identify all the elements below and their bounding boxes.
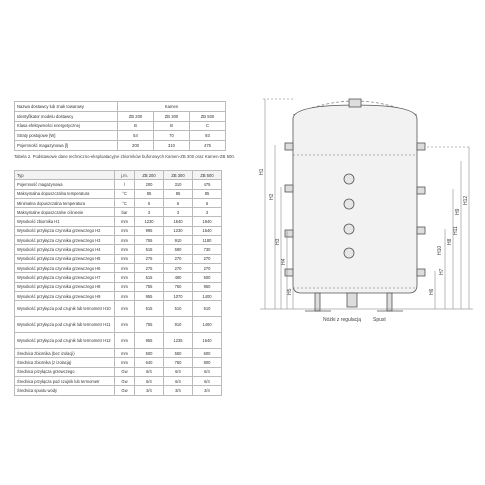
table-cell: Klasa efektywności energetycznej	[15, 121, 118, 131]
table-row	[15, 217, 222, 226]
table-cell: Pojemność magazynowa	[15, 180, 115, 189]
table-cell: 755	[135, 282, 164, 291]
table-row	[15, 180, 222, 189]
table-cell: Wysokość przyłącza czynnika grzewczego H2	[15, 226, 115, 235]
table-cell: mm	[115, 217, 135, 226]
table-cell: 3	[193, 208, 222, 217]
table-row	[15, 226, 222, 235]
table-cell: 1540	[164, 217, 193, 226]
table-cell: Wysokość przyłącza pod czujnik lub termometr H12	[15, 333, 115, 349]
table-row	[15, 317, 222, 333]
table-cell: 955	[135, 291, 164, 300]
table-cell: Wysokość przyłącza czynnika grzewczego H6	[15, 263, 115, 272]
table-cell: 640	[135, 358, 164, 367]
table-row	[15, 131, 226, 141]
table-cell: B	[154, 121, 190, 131]
table-cell: °C	[115, 198, 135, 207]
table-cell: 1235	[164, 333, 193, 349]
table-row	[15, 333, 222, 349]
table-row	[15, 198, 222, 207]
table-cell: 6/4	[164, 367, 193, 376]
table-row	[15, 263, 222, 272]
table-cell: mm	[115, 226, 135, 235]
table-cell: 270	[193, 254, 222, 263]
table-cell: 275	[135, 254, 164, 263]
table-cell: 755	[135, 317, 164, 333]
table-cell: 515	[135, 273, 164, 282]
table-cell: 6/4	[135, 377, 164, 386]
table-cell: 1400	[193, 291, 222, 300]
dim-label-h10: H10	[437, 245, 443, 255]
table-cell: Średnica spustu wody	[15, 386, 115, 395]
table-cell: Gw	[115, 377, 135, 386]
table-cell: Wysokość zbiornika H1	[15, 217, 115, 226]
table-cell: 950	[193, 282, 222, 291]
table-cell: Maksymalne dopuszczalne ciśnienie	[15, 208, 115, 217]
table-cell: Wysokość przyłącza czynnika grzewczego H9	[15, 291, 115, 300]
table-cell: Wysokość przyłącza czynnika grzewczego H7	[15, 273, 115, 282]
table-cell: 500	[193, 273, 222, 282]
table-cell: 310	[154, 141, 190, 151]
table-cell: Średnica zbiornika (z izolacją)	[15, 358, 115, 367]
table-cell: Wysokość przyłącza pod czujnik lub termometr H11	[15, 317, 115, 333]
table1-header-name: Nazwa dostawcy lub znak towarowy	[15, 102, 118, 112]
table-cell: 1070	[164, 291, 193, 300]
table-cell: 500	[135, 349, 164, 358]
dim-label-h11: H11	[453, 226, 459, 235]
table-cell: 550	[164, 349, 193, 358]
table-cell: ZB 300	[154, 111, 190, 121]
table-cell: ZB 500	[190, 111, 226, 121]
table-cell: 200	[118, 141, 154, 151]
table-cell: 270	[193, 263, 222, 272]
table-cell: mm	[115, 236, 135, 245]
tank-technical-drawing	[245, 95, 475, 335]
table-cell: mm	[115, 254, 135, 263]
table-row	[15, 273, 222, 282]
table-caption: Tabela 2. Podstawowe dane techniczno-eksploatacyjne zbiorników buforowych Kamen-ZB 300 oraz Kamen-ZB 500.	[14, 154, 235, 159]
table-cell: mm	[115, 245, 135, 254]
energy-label-table	[14, 101, 226, 151]
table-cell: C	[190, 121, 226, 131]
table-cell: 1640	[193, 226, 222, 235]
table-row	[15, 358, 222, 367]
table-row	[15, 189, 222, 198]
table-cell: 200	[135, 180, 164, 189]
table-cell: 515	[135, 301, 164, 317]
dim-label-h12: H12	[463, 195, 469, 205]
dim-label-h4: H4	[281, 258, 287, 265]
table-cell: B	[118, 121, 154, 131]
table-cell: 3	[164, 208, 193, 217]
table-row	[15, 236, 222, 245]
dim-label-h3: H3	[275, 238, 281, 245]
table-cell: 910	[164, 317, 193, 333]
table-cell: 1230	[135, 217, 164, 226]
table-cell: °C	[115, 189, 135, 198]
table-cell: Gw	[115, 367, 135, 376]
dim-label-h5: H5	[287, 288, 293, 295]
table-row	[15, 121, 226, 131]
table-cell: 70	[154, 131, 190, 141]
dim-label-h2: H2	[269, 193, 275, 200]
table-cell: 515	[135, 245, 164, 254]
table-cell: 800	[193, 358, 222, 367]
table-cell: Wysokość przyłącza czynnika grzewczego H4	[15, 245, 115, 254]
table-cell: ZB 200	[118, 111, 154, 121]
column-header: ZB 300	[164, 171, 193, 180]
table-cell: Gw	[115, 386, 135, 395]
table-cell: 1180	[193, 236, 222, 245]
table-row	[15, 349, 222, 358]
table-cell: Straty postojowe [W]	[15, 131, 118, 141]
table-cell: 490	[164, 273, 193, 282]
dim-label-h9: H9	[455, 208, 461, 215]
table-cell: Wysokość przyłącza czynnika grzewczego H3	[15, 236, 115, 245]
table-cell: 750	[164, 282, 193, 291]
table-cell: 3/4	[135, 386, 164, 395]
table-cell: Wysokość przyłącza pod czujnik lub termometr H10	[15, 301, 115, 317]
table-cell: 3/4	[193, 386, 222, 395]
table-cell: Pojemność magazynowa [l]	[15, 141, 118, 151]
column-header: j.m.	[115, 171, 135, 180]
table-cell: Identyfikator modelu dostawcy	[15, 111, 118, 121]
table-cell: 6	[193, 198, 222, 207]
table-cell: 6	[164, 198, 193, 207]
table-cell: 600	[193, 349, 222, 358]
table-cell: 590	[164, 245, 193, 254]
table-row	[15, 111, 226, 121]
dim-label-h6: H6	[429, 288, 435, 295]
table-cell: 3/4	[164, 386, 193, 395]
table-cell: Maksymalna dopuszczalna temperatura	[15, 189, 115, 198]
table-cell: 6	[135, 198, 164, 207]
table-cell: bar	[115, 208, 135, 217]
table-cell: mm	[115, 263, 135, 272]
column-header: ZB 500	[193, 171, 222, 180]
table-cell: 6/4	[193, 377, 222, 386]
table1-header-brand: Kamen	[118, 102, 226, 112]
table-cell: 85	[164, 189, 193, 198]
table-cell: mm	[115, 282, 135, 291]
table-cell: 6/4	[193, 367, 222, 376]
table-row	[15, 245, 222, 254]
table-cell: Minimalna dopuszczalna temperatura	[15, 198, 115, 207]
table-cell: Wysokość przyłącza czynnika grzewczego H8	[15, 282, 115, 291]
table-cell: 1940	[193, 217, 222, 226]
column-header: ZB 200	[135, 171, 164, 180]
column-header: Typ	[15, 171, 115, 180]
table-cell: l	[115, 180, 135, 189]
table-cell: Wysokość przyłącza czynnika grzewczego H5	[15, 254, 115, 263]
drain-label: Spust	[373, 317, 386, 323]
dim-label-h1: H1	[259, 168, 265, 175]
table-cell: mm	[115, 291, 135, 300]
table-row	[15, 377, 222, 386]
technical-data-table	[14, 170, 222, 396]
table-cell: Średnica zbiornika (bez izolacji)	[15, 349, 115, 358]
table-cell: Średnica przyłącza pod czujnik lub termometr	[15, 377, 115, 386]
dim-label-h8: H8	[447, 238, 453, 245]
table-cell: mm	[115, 301, 135, 317]
table-cell: 1400	[193, 317, 222, 333]
table-cell: 510	[164, 301, 193, 317]
table-row	[15, 282, 222, 291]
table-cell: 6/4	[135, 367, 164, 376]
dim-label-h7: H7	[439, 268, 445, 275]
table-row	[15, 291, 222, 300]
table-cell: mm	[115, 333, 135, 349]
table-row	[15, 208, 222, 217]
table-cell: 310	[164, 180, 193, 189]
table-cell: 6/4	[164, 377, 193, 386]
table-row	[15, 301, 222, 317]
table-cell: mm	[115, 349, 135, 358]
table-header-row	[15, 171, 222, 180]
table-cell: 730	[193, 245, 222, 254]
table-row	[15, 254, 222, 263]
table-cell: 955	[135, 333, 164, 349]
legs-label: Nóżki z regulacją	[323, 317, 362, 323]
table-cell: 270	[164, 263, 193, 272]
table-row	[15, 367, 222, 376]
table-row	[15, 141, 226, 151]
table-cell: 93	[190, 131, 226, 141]
table-cell: 755	[135, 236, 164, 245]
table-row	[15, 386, 222, 395]
table-cell: 275	[135, 263, 164, 272]
table-cell: Średnica przyłącza grzewczego	[15, 367, 115, 376]
table-cell: mm	[115, 273, 135, 282]
table-cell: 85	[135, 189, 164, 198]
table-cell: 3	[135, 208, 164, 217]
table-cell: 510	[193, 301, 222, 317]
table-cell: mm	[115, 317, 135, 333]
table-cell: 750	[164, 358, 193, 367]
table-cell: 1230	[164, 226, 193, 235]
table-cell: 475	[193, 180, 222, 189]
table-cell: 85	[193, 189, 222, 198]
table-cell: 54	[118, 131, 154, 141]
table-cell: 1640	[193, 333, 222, 349]
table-cell: 475	[190, 141, 226, 151]
table-cell: 270	[164, 254, 193, 263]
table-cell: 910	[164, 236, 193, 245]
table-cell: mm	[115, 358, 135, 367]
table-cell: 995	[135, 226, 164, 235]
